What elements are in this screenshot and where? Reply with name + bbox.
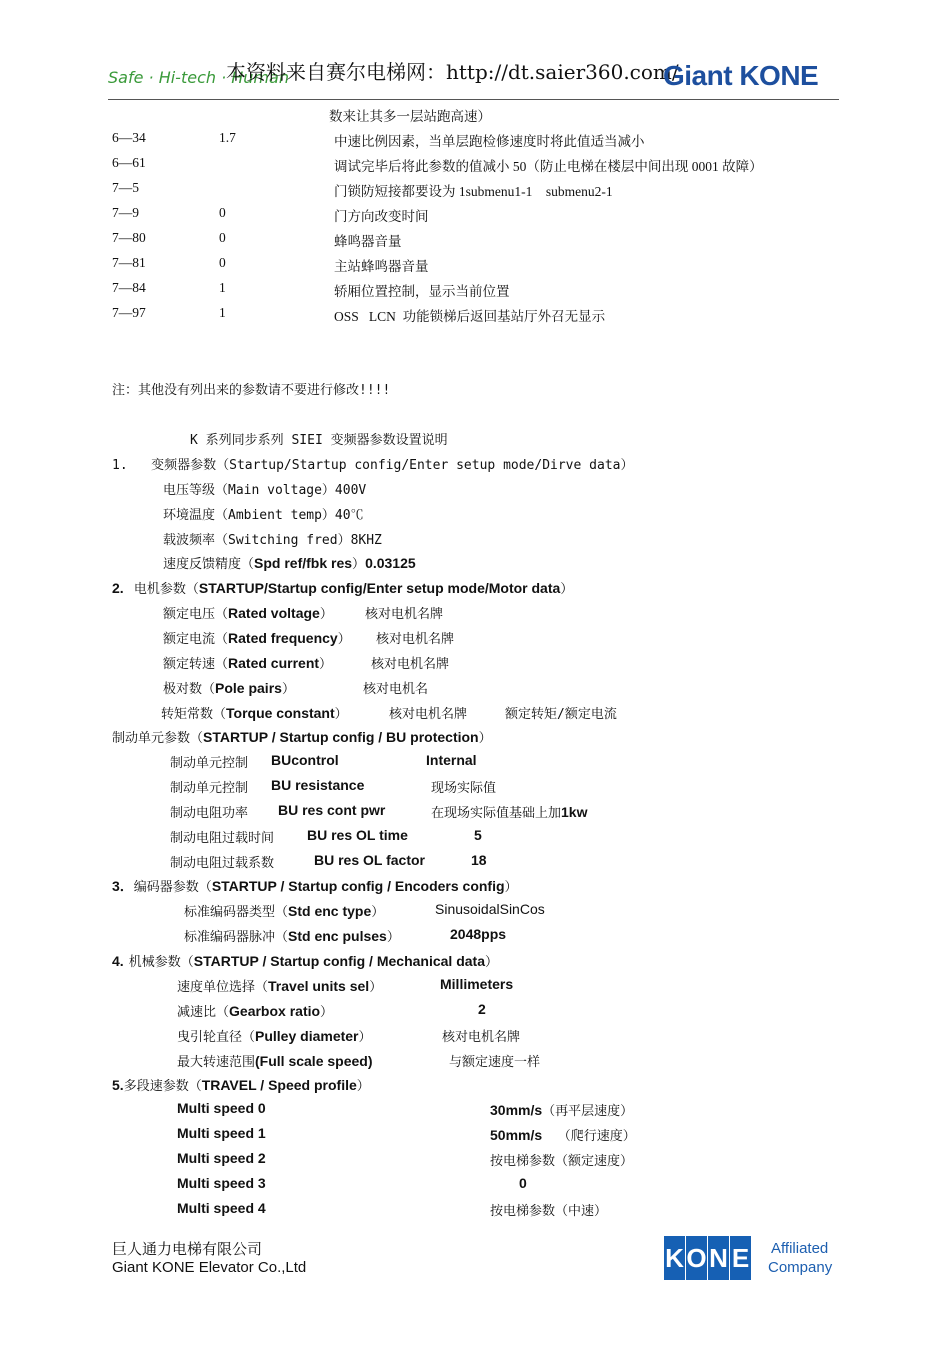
- kone-logo-letter: O: [686, 1236, 707, 1280]
- s2-item: [163, 678, 295, 697]
- section-number: 4.: [112, 953, 124, 969]
- param-desc: 门方向改变时间: [334, 209, 429, 224]
- label-close: ）: [386, 930, 400, 945]
- header-divider: [108, 99, 839, 100]
- kone-logo-letter: N: [708, 1236, 729, 1280]
- label-close: ）: [356, 1079, 370, 1094]
- label-en: Rated current: [228, 655, 320, 671]
- watermark-url[interactable]: 本资料来自赛尔电梯网：http://dt.saier360.com/: [226, 60, 679, 84]
- bu-label-en: BU res OL factor: [314, 852, 425, 868]
- param-value: 1.7: [219, 130, 236, 145]
- s2-value: 核对电机名: [363, 682, 429, 697]
- param-code: 6—61: [112, 155, 146, 170]
- s2-item: [161, 703, 348, 722]
- value-text: （再平层速度）: [542, 1104, 634, 1119]
- s3-value: 2048pps: [450, 926, 507, 942]
- label-cn: 额定电流（: [163, 632, 229, 647]
- kone-logo-letter: K: [664, 1236, 685, 1280]
- bu-label-en: BU res cont pwr: [278, 802, 386, 818]
- s1-item-voltage: 电压等级（Main voltage）400V: [163, 483, 367, 498]
- section-number: 2.: [112, 580, 124, 596]
- affiliated-text: Affiliated: [771, 1240, 829, 1257]
- param-code: 7—84: [112, 280, 146, 295]
- footer-company-cn: 巨人通力电梯有限公司: [112, 1240, 263, 1258]
- value: 0.03125: [365, 555, 416, 571]
- label-en: Travel units sel: [268, 978, 370, 994]
- param-value: 0: [219, 205, 226, 220]
- footer-company-en: Giant KONE Elevator Co.,Ltd: [112, 1259, 307, 1276]
- s2-value: 核对电机名牌: [389, 707, 468, 722]
- param-desc: 门锁防短接都要设为 1submenu1-1 submenu2-1: [334, 184, 613, 199]
- section-3-heading: [112, 876, 518, 896]
- label-close: ）: [369, 980, 383, 995]
- bu-label-en: BUcontrol: [271, 752, 339, 768]
- company-text: Company: [768, 1259, 833, 1276]
- section-1-heading: 1. 变频器参数（Startup/Startup config/Enter setup mode/Dirve data）: [112, 458, 634, 473]
- label-cn: 额定转速（: [163, 657, 229, 672]
- label-en: Gearbox ratio: [229, 1003, 321, 1019]
- param-desc: 轿厢位置控制，显示当前位置: [334, 284, 510, 299]
- value-bold: 1kw: [561, 804, 588, 820]
- param-desc: 调试完毕后将此参数的值减小 50（防止电梯在楼层中间出现 0001 故障）: [334, 159, 763, 174]
- param-desc: OSS LCN 功能锁梯后返回基站厅外召无显示: [334, 309, 606, 324]
- label-cn: 制动单元参数（: [112, 731, 204, 746]
- multi-speed-name: Multi speed 0: [177, 1100, 266, 1116]
- doc-title: K 系列同步系列 SIEI 变频器参数设置说明: [190, 433, 448, 448]
- label-en: (Full scale speed): [255, 1053, 373, 1069]
- bu-label-en: BU resistance: [271, 777, 365, 793]
- param-code: 7—81: [112, 255, 146, 270]
- multi-speed-name: Multi speed 4: [177, 1200, 266, 1216]
- bu-label-cn: 制动电阻过载系数: [170, 856, 275, 871]
- label-en: Rated frequency: [228, 630, 338, 646]
- header-tagline: Safe · Hi-tech · Human: [108, 68, 289, 87]
- s2-value: 核对电机名牌: [376, 632, 455, 647]
- section-number: 5.: [112, 1077, 124, 1093]
- param-value: 0: [219, 230, 226, 245]
- s4-item: [177, 1001, 333, 1020]
- param-value: 1: [219, 280, 226, 295]
- param-code: 6—34: [112, 130, 146, 145]
- label-close: ）: [485, 955, 499, 970]
- label-en: Rated voltage: [228, 605, 320, 621]
- label-close: ）: [334, 707, 348, 722]
- bu-value: 5: [474, 827, 482, 843]
- param-code: 7—97: [112, 305, 146, 320]
- s2-value: 核对电机名牌: [371, 657, 450, 672]
- s4-value: 2: [478, 1001, 486, 1017]
- section-5-heading: [112, 1075, 370, 1094]
- s2-item: [163, 603, 333, 622]
- label-en: TRAVEL / Speed profile: [201, 1077, 357, 1093]
- s4-item: [177, 976, 382, 995]
- value-text: 在现场实际值基础上加: [431, 806, 562, 821]
- label-en: Torque constant: [226, 705, 335, 721]
- warning-note: 注：其他没有列出来的参数请不要进行修改!!!!: [112, 383, 391, 398]
- bu-value: 18: [471, 852, 487, 868]
- param-value: 1: [219, 305, 226, 320]
- bu-value: 现场实际值: [431, 781, 497, 796]
- multi-speed-value: 按电梯参数（额定速度）: [490, 1154, 634, 1169]
- s4-value: 与额定速度一样: [449, 1055, 541, 1070]
- label-en: Pulley diameter: [255, 1028, 359, 1044]
- multi-speed-value: [490, 1100, 633, 1119]
- label-en: Std enc type: [288, 903, 372, 919]
- value-bold: 50mm/s: [490, 1127, 543, 1143]
- label-en: Std enc pulses: [288, 928, 387, 944]
- label-en: Spd ref/fbk res: [254, 555, 353, 571]
- s2-item: [163, 653, 332, 672]
- s4-value: Millimeters: [440, 976, 514, 992]
- s1-item-spd: [163, 553, 416, 572]
- bu-label-cn: 制动单元控制: [170, 756, 249, 771]
- param-value: 0: [219, 255, 226, 270]
- s1-item-switching: 载波频率（Switching fred）8KHZ: [163, 533, 382, 548]
- label-close: ）: [337, 632, 351, 647]
- s4-item: [177, 1026, 372, 1045]
- s2-value: 核对电机名牌: [365, 607, 444, 622]
- label-cn: 标准编码器类型（: [184, 905, 289, 920]
- label-close: ）: [352, 557, 366, 572]
- label-cn: 最大转速范围: [177, 1055, 256, 1070]
- label-cn: 极对数（: [163, 682, 216, 697]
- s3-item: [184, 926, 400, 945]
- label-close: ）: [281, 682, 295, 697]
- section-number: 3．: [112, 878, 134, 894]
- label-en: Pole pairs: [215, 680, 282, 696]
- s2-extra: 额定转矩/额定电流: [505, 707, 617, 722]
- section-bu-heading: [112, 727, 492, 746]
- label-cn: 速度反馈精度（: [163, 557, 255, 572]
- param-desc: 中速比例因素，当单层跑检修速度时将此值适当减小: [334, 134, 645, 149]
- s2-item: [163, 628, 351, 647]
- bu-label-cn: 制动电阻过载时间: [170, 831, 275, 846]
- param-code: 7—9: [112, 205, 139, 220]
- label-close: ）: [319, 657, 333, 672]
- value-text: （爬行速度）: [542, 1129, 636, 1144]
- section-2-heading: [112, 578, 573, 597]
- label-en: STARTUP / Startup config / BU protection: [203, 729, 479, 745]
- param-code: 7—5: [112, 180, 139, 195]
- s4-value: 核对电机名牌: [442, 1030, 521, 1045]
- label-close: ）: [320, 1005, 334, 1020]
- s3-item: [184, 901, 384, 920]
- param-code: 7—80: [112, 230, 146, 245]
- bu-value: [431, 802, 587, 821]
- s4-item: [177, 1051, 373, 1070]
- label-close: ）: [560, 582, 574, 597]
- label-close: ）: [358, 1030, 372, 1045]
- value-bold: 30mm/s: [490, 1102, 543, 1118]
- label-cn: 曳引轮直径（: [177, 1030, 256, 1045]
- label-cn: 标准编码器脉冲（: [184, 930, 289, 945]
- multi-speed-value: 按电梯参数（中速）: [490, 1204, 608, 1219]
- bu-label-cn: 制动单元控制: [170, 781, 249, 796]
- section-4-heading: [112, 951, 498, 970]
- bu-label-cn: 制动电阻功率: [170, 806, 249, 821]
- param-desc: 蜂鸣器音量: [334, 234, 402, 249]
- label-close: ）: [478, 731, 492, 746]
- multi-speed-name: Multi speed 3: [177, 1175, 266, 1191]
- multi-speed-name: Multi speed 2: [177, 1150, 266, 1166]
- multi-speed-value: 0: [519, 1175, 527, 1191]
- label-close: ）: [319, 607, 333, 622]
- multi-speed-value: [490, 1125, 636, 1144]
- multi-speed-name: Multi speed 1: [177, 1125, 266, 1141]
- bu-value: Internal: [426, 752, 477, 768]
- label-en: STARTUP / Startup config / Mechanical data: [193, 953, 485, 969]
- label-cn: 速度单位选择（: [177, 980, 269, 995]
- giant-kone-logo: Giant KONE: [663, 60, 819, 91]
- label-en: STARTUP / Startup config / Encoders config: [211, 878, 505, 894]
- label-cn: 多段速参数（: [123, 1079, 202, 1094]
- param-desc: 主站蜂鸣器音量: [334, 259, 429, 274]
- s3-value: SinusoidalSinCos: [435, 901, 545, 917]
- label-cn: 减速比（: [177, 1005, 230, 1020]
- continued-text: 数来让其多一层站跑高速）: [329, 109, 491, 124]
- label-cn: 编码器参数（: [133, 880, 212, 895]
- label-close: ）: [504, 880, 518, 895]
- label-cn: 电机参数（: [133, 582, 199, 597]
- label-cn: 机械参数（: [128, 955, 194, 970]
- s1-item-ambient: 环境温度（Ambient temp）40℃: [163, 508, 364, 523]
- label-cn: 转矩常数（: [161, 707, 227, 722]
- label-close: ）: [371, 905, 385, 920]
- bu-label-en: BU res OL time: [307, 827, 408, 843]
- label-en: STARTUP/Startup config/Enter setup mode/Motor data: [198, 580, 561, 596]
- label-cn: 额定电压（: [163, 607, 229, 622]
